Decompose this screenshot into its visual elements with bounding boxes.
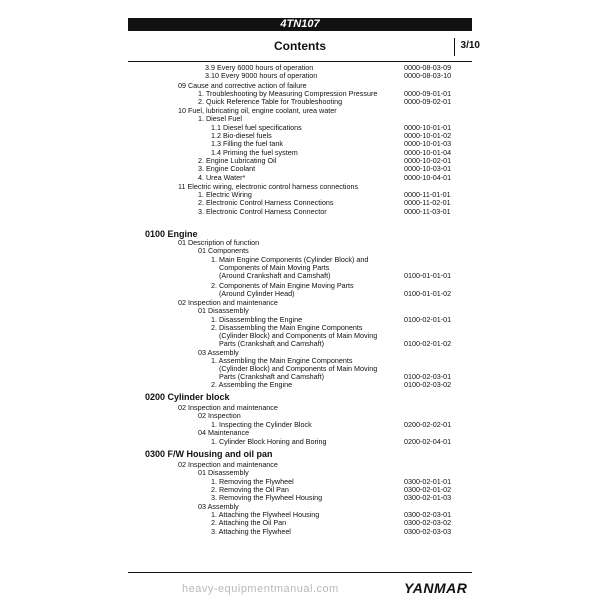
toc-entry: 2. Engine Lubricating Oil — [198, 156, 277, 165]
toc-entry-number: 0000-10-01-01 — [404, 123, 452, 132]
toc-entry-number: 0100-02-01-01 — [404, 315, 452, 324]
toc-entry-number: 0000-08-03-09 — [404, 63, 452, 72]
page-title: Contents — [274, 39, 326, 53]
toc-entry: 2. Electronic Control Harness Connections — [198, 198, 334, 207]
toc-entry-number: 0300-02-03-02 — [404, 518, 452, 527]
toc-entry: 02 Inspection and maintenance — [178, 460, 278, 469]
footer-divider — [128, 572, 472, 573]
toc-entry: 09 Cause and corrective action of failure — [178, 81, 307, 90]
toc-entry: 03 Assembly — [198, 348, 239, 357]
toc-entry: Parts (Crankshaft and Camshaft) — [219, 372, 325, 381]
section-heading: 0200 Cylinder block — [145, 392, 230, 402]
toc-entry-number: 0000-10-01-03 — [404, 139, 452, 148]
toc-entry: 2. Attaching the Oil Pan — [211, 518, 287, 527]
toc-entry: 1. Troubleshooting by Measuring Compression Pressure — [198, 89, 378, 98]
toc-entry-number: 0000-11-01-01 — [404, 190, 451, 199]
toc-entry: 04 Maintenance — [198, 428, 250, 437]
toc-entry: 02 Inspection and maintenance — [178, 403, 278, 412]
toc-entry-number: 0100-02-01-02 — [404, 339, 452, 348]
toc-entry: Parts (Crankshaft and Camshaft) — [219, 339, 325, 348]
toc-entry: 3.10 Every 9000 hours of operation — [205, 71, 318, 80]
toc-entry-number: 0000-10-01-02 — [404, 131, 452, 140]
toc-entry: 03 Assembly — [198, 502, 239, 511]
toc-entry: 01 Description of function — [178, 238, 260, 247]
section-heading: 0100 Engine — [145, 229, 198, 239]
toc-entry-number: 0300-02-03-03 — [404, 527, 452, 536]
toc-entry-number: 0000-10-04-01 — [404, 173, 452, 182]
toc-entry: 1. Electric Wiring — [198, 190, 252, 199]
toc-entry: 2. Assembling the Engine — [211, 380, 293, 389]
toc-entry-number: 0300-02-01-02 — [404, 485, 452, 494]
toc-entry-number: 0000-10-01-04 — [404, 148, 452, 157]
model-banner: 4TN107 — [128, 18, 472, 31]
toc-entry-number: 0300-02-01-01 — [404, 477, 452, 486]
toc-entry-number: 0000-08-03-10 — [404, 71, 452, 80]
toc-entry: 3. Electronic Control Harness Connector — [198, 207, 327, 216]
toc-entry: 1. Inspecting the Cylinder Block — [211, 420, 312, 429]
toc-entry-number: 0300-02-01-03 — [404, 493, 452, 502]
toc-entry-number: 0000-11-03-01 — [404, 207, 451, 216]
toc-entry: 3. Engine Coolant — [198, 164, 256, 173]
toc-entry: 2. Disassembling the Main Engine Components — [211, 323, 363, 332]
toc-entry: 1.3 Filling the fuel tank — [211, 139, 283, 148]
toc-entry: 1. Assembling the Main Engine Components — [211, 356, 353, 365]
toc-entry: (Cylinder Block) and Components of Main Moving — [219, 364, 378, 373]
page-number: 3/10 — [454, 38, 480, 56]
toc-entry-number: 0200-02-04-01 — [404, 437, 452, 446]
toc-entry: 1. Main Engine Components (Cylinder Block) and — [211, 255, 369, 264]
toc-entry: 01 Components — [198, 246, 249, 255]
toc-entry: 2. Quick Reference Table for Troubleshooting — [198, 97, 343, 106]
toc-entry: 1. Attaching the Flywheel Housing — [211, 510, 320, 519]
toc-entry: 11 Electric wiring, electronic control harness connections — [178, 182, 359, 191]
toc-entry: 4. Urea Water* — [198, 173, 246, 182]
footer-watermark-url: heavy-equipmentmanual.com — [182, 583, 339, 595]
toc-entry-number: 0200-02-02-01 — [404, 420, 452, 429]
toc-entry: 1. Diesel Fuel — [198, 114, 242, 123]
yanmar-logo: YANMAR — [404, 580, 468, 596]
toc-entry-number: 0100-02-03-01 — [404, 372, 452, 381]
toc-entry-number: 0000-10-02-01 — [404, 156, 452, 165]
section-heading: 0300 F/W Housing and oil pan — [145, 449, 273, 459]
toc-entry-number: 0100-01-01-02 — [404, 289, 452, 298]
toc-entry: 3.9 Every 6000 hours of operation — [205, 63, 314, 72]
toc-entry: 3. Removing the Flywheel Housing — [211, 493, 323, 502]
toc-entry: 1. Removing the Flywheel — [211, 477, 294, 486]
toc-entry-number: 0000-11-02-01 — [404, 198, 451, 207]
toc-entry: 02 Inspection — [198, 411, 241, 420]
toc-entry: (Around Crankshaft and Camshaft) — [219, 271, 331, 280]
toc-entry-number: 0100-01-01-01 — [404, 271, 452, 280]
toc-entry: 1. Disassembling the Engine — [211, 315, 303, 324]
toc-entry: 2. Removing the Oil Pan — [211, 485, 289, 494]
toc-entry: 02 Inspection and maintenance — [178, 298, 278, 307]
toc-entry: 01 Disassembly — [198, 306, 249, 315]
toc-entry: 1.1 Diesel fuel specifications — [211, 123, 302, 132]
toc-entry: 1.4 Priming the fuel system — [211, 148, 298, 157]
toc-entry: 01 Disassembly — [198, 468, 249, 477]
toc-entry-number: 0000-09-02-01 — [404, 97, 452, 106]
toc-entry: (Cylinder Block) and Components of Main Moving — [219, 331, 378, 340]
toc-entry: 1.2 Bio-diesel fuels — [211, 131, 272, 140]
toc-entry-number: 0300-02-03-01 — [404, 510, 452, 519]
toc-entry-number: 0100-02-03-02 — [404, 380, 452, 389]
toc-entry: (Around Cylinder Head) — [219, 289, 295, 298]
toc-entry-number: 0000-09-01-01 — [404, 89, 452, 98]
toc-entry: 3. Attaching the Flywheel — [211, 527, 291, 536]
toc-entry-number: 0000-10-03-01 — [404, 164, 452, 173]
toc-entry: 10 Fuel, lubricating oil, engine coolant, urea water — [178, 106, 337, 115]
toc-entry: Components of Main Moving Parts — [219, 263, 330, 272]
toc-entry: 2. Components of Main Engine Moving Parts — [211, 281, 354, 290]
toc-entry: 1. Cylinder Block Honing and Boring — [211, 437, 327, 446]
